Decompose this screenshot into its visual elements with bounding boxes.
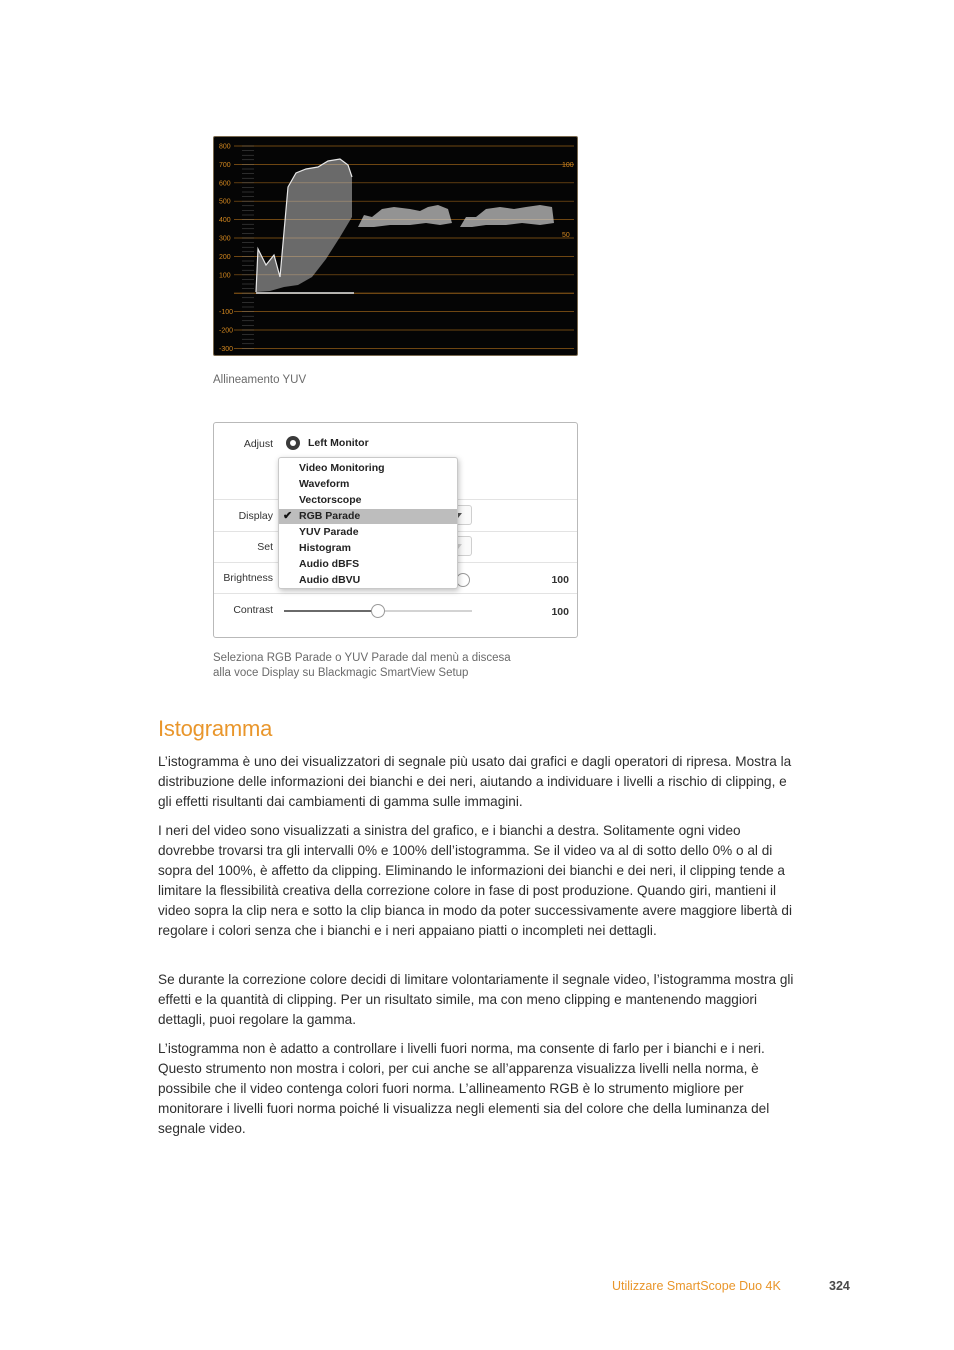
section-title: Istogramma bbox=[158, 716, 273, 741]
caption-line: alla voce Display su Blackmagic SmartView Setup bbox=[213, 667, 469, 679]
scale-label: 200 bbox=[219, 253, 231, 261]
paragraph: I neri del video sono visualizzati a sinistra del grafico, e i bianchi a destra. Solitamente ogni video dovrebbe trovarsi tra gli intervalli 0% e 100% dell’istogramma. Se il video va al di sotto dello 0% o al di sopra del 100%, è affetto da clipping. Eliminando le informazioni dei bianchi e dei neri, il clipping tende a limitare la flessibilità creativa della correzione colore in fase di post produzione. Quando giri, mantieni il video sopra la clip nera e sotto la clip bianca in modo da poter successivamente avere maggiore libertà di regolare i colori senza che i bianchi e i neri appaiano piatti o incompleti nei dettagli. bbox=[158, 823, 792, 939]
brightness-slider-knob[interactable] bbox=[456, 573, 470, 587]
scale-label: 50 bbox=[562, 231, 570, 239]
menu-item-histogram[interactable]: Histogram bbox=[299, 542, 351, 554]
scale-label: 500 bbox=[219, 198, 231, 206]
contrast-value: 100 bbox=[551, 606, 569, 618]
smartview-setup-panel bbox=[213, 422, 578, 638]
brightness-value: 100 bbox=[551, 574, 569, 586]
yuv-parade-scope-image bbox=[213, 136, 578, 356]
contrast-slider-knob[interactable] bbox=[371, 604, 385, 618]
paragraph: Se durante la correzione colore decidi di limitare volontariamente il segnale video, l’istogramma mostra gli effetti e la quantità di clipping. Per un risultato simile, ma con meno clipping e mantenendo maggiori dettagli, puoi regolare la gamma. bbox=[158, 972, 794, 1028]
paragraph: L’istogramma non è adatto a controllare i livelli fuori norma, ma consente di farlo per i bianchi e i neri. Questo strumento non mostra i colori, per cui anche se all’apparenza visualizza livelli nella norma, è possibile che il video contenga colori fuori norma. L’allineamento RGB è lo strumento migliore per monitorare i livelli fuori norma poiché li visualizza negli elementi sia del colore che della luminanza del segnale video. bbox=[158, 1041, 770, 1137]
checkmark-icon: ✔ bbox=[283, 510, 293, 522]
display-dropdown-menu bbox=[278, 457, 458, 589]
scale-label: 600 bbox=[219, 180, 231, 188]
page-number: 324 bbox=[829, 1279, 850, 1293]
footer-chapter-title: Utilizzare SmartScope Duo 4K bbox=[612, 1279, 781, 1293]
contrast-label: Contrast bbox=[233, 604, 273, 616]
display-label: Display bbox=[238, 510, 273, 522]
scale-label: 800 bbox=[219, 143, 231, 151]
menu-item-vectorscope[interactable]: Vectorscope bbox=[299, 494, 362, 506]
menu-item-waveform[interactable]: Waveform bbox=[299, 478, 350, 490]
paragraph: L’istogramma è uno dei visualizzatori di segnale più usato dai grafici e dagli operatori di ripresa. Mostra la distribuzione delle informazioni dei bianchi e dei neri, aiutando a individuare i livelli a rischio di clipping, e gli effetti risultanti dai cambiamenti di gamma sulle immagini. bbox=[158, 754, 792, 810]
figure-caption-settings bbox=[213, 651, 511, 681]
contrast-slider[interactable] bbox=[284, 610, 472, 612]
left-monitor-radio[interactable] bbox=[286, 436, 300, 450]
adjust-label: Adjust bbox=[243, 438, 273, 450]
scale-label: -100 bbox=[219, 309, 234, 317]
left-monitor-label: Left Monitor bbox=[308, 437, 369, 449]
menu-item-video-monitoring[interactable]: Video Monitoring bbox=[299, 462, 385, 474]
scale-label: -300 bbox=[219, 345, 234, 353]
scale-label: 100 bbox=[219, 272, 231, 280]
scope-graticule bbox=[214, 137, 577, 355]
row-divider bbox=[214, 593, 577, 594]
brightness-label: Brightness bbox=[223, 572, 273, 584]
contrast-slider-fill bbox=[284, 610, 378, 612]
menu-item-rgb-parade[interactable]: ✔ RGB Parade bbox=[279, 509, 457, 524]
figure-caption-yuv: Allineamento YUV bbox=[213, 374, 307, 386]
menu-item-yuv-parade[interactable]: YUV Parade bbox=[299, 526, 359, 538]
menu-item-audio-dbfs[interactable]: Audio dBFS bbox=[299, 558, 360, 570]
scale-label: 700 bbox=[219, 161, 231, 169]
scale-label: -200 bbox=[219, 327, 234, 335]
caption-line: Seleziona RGB Parade o YUV Parade dal menù a discesa bbox=[213, 652, 511, 664]
scale-label: 300 bbox=[219, 235, 231, 243]
set-label: Set bbox=[257, 541, 273, 553]
scale-label: 100 bbox=[562, 161, 574, 169]
menu-item-audio-dbvu[interactable]: Audio dBVU bbox=[299, 574, 361, 586]
scale-label: 400 bbox=[219, 217, 231, 225]
